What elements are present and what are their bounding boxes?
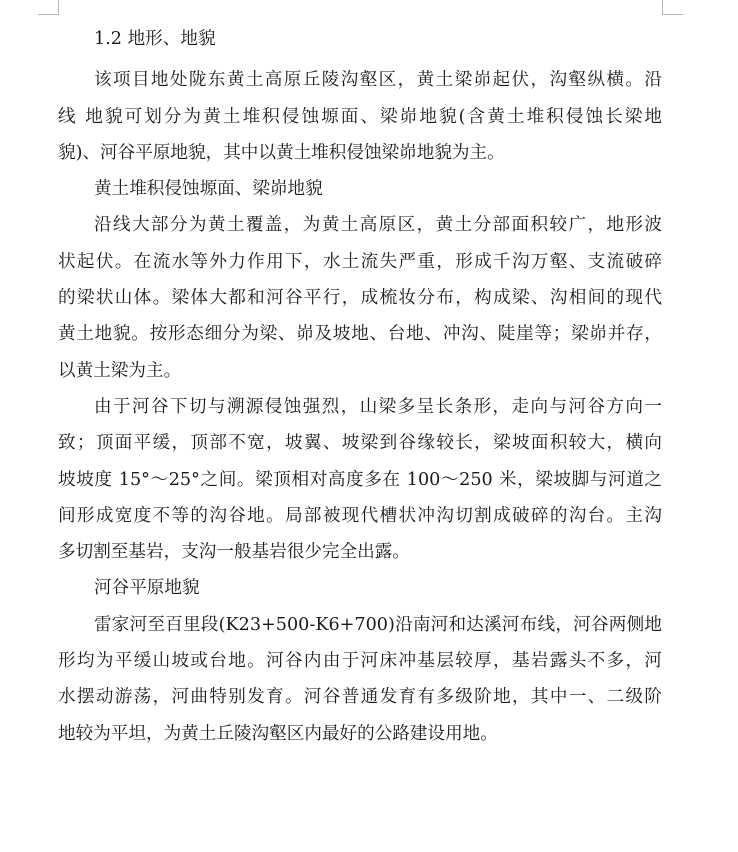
paragraph-line: 线 地貌可划分为黄土堆积侵蚀塬面、梁峁地貌(含黄土堆积侵蚀长梁地 bbox=[58, 106, 662, 127]
paragraph-ridge-shape bbox=[58, 389, 662, 570]
paragraph-river-valley bbox=[58, 607, 662, 752]
top-left-corner-mark bbox=[38, 0, 59, 15]
subheading-text: 河谷平原地貌 bbox=[94, 578, 200, 599]
paragraph-line: 的梁状山体。梁体大都和河谷平行，成梳妆分布，构成梁、沟相间的现代 bbox=[58, 288, 662, 309]
paragraph-line: 地较为平坦，为黄土丘陵沟壑区内最好的公路建设用地。 bbox=[58, 723, 498, 744]
top-right-corner-mark bbox=[662, 0, 683, 15]
paragraph-line: 状起伏。在流水等外力作用下，水土流失严重，形成千沟万壑、支流破碎 bbox=[58, 251, 662, 272]
paragraph-line: 由于河谷下切与溯源侵蚀强烈，山梁多呈长条形，走向与河谷方向一 bbox=[94, 396, 662, 417]
paragraph-line: 雷家河至百里段(K23+500-K6+700)沿南河和达溪河布线，河谷两侧地 bbox=[94, 614, 662, 635]
paragraph-intro bbox=[58, 62, 662, 171]
subheading-loess-landform bbox=[58, 171, 662, 207]
section-heading: 1.2 地形、地貌 bbox=[94, 29, 216, 49]
paragraph-line: 致；顶面平缓，顶部不宽，坡翼、坡梁到谷缘较长，梁坡面积较大，横向 bbox=[58, 433, 662, 454]
paragraph-line: 多切割至基岩，支沟一般基岩很少完全出露。 bbox=[58, 542, 410, 563]
paragraph-line: 坡坡度 15°～25°之间。梁顶相对高度多在 100～250 米，梁坡脚与河道之 bbox=[58, 469, 662, 490]
paragraph-line: 该项目地处陇东黄土高原丘陵沟壑区，黄土梁峁起伏，沟壑纵横。沿 bbox=[94, 70, 662, 91]
subheading-river-plain bbox=[58, 570, 662, 606]
paragraph-line: 黄土地貌。按形态细分为梁、峁及坡地、台地、冲沟、陡崖等；梁峁并存， bbox=[58, 324, 662, 345]
paragraph-line: 沿线大部分为黄土覆盖，为黄土高原区，黄土分部面积较广，地形波 bbox=[94, 215, 662, 236]
paragraph-line: 貌)、河谷平原地貌，其中以黄土堆积侵蚀梁峁地貌为主。 bbox=[58, 142, 505, 163]
paragraph-line: 水摆动游荡，河曲特别发育。河谷普通发育有多级阶地，其中一、二级阶 bbox=[58, 687, 662, 708]
paragraph-line: 以黄土梁为主。 bbox=[58, 360, 182, 381]
paragraph-loess-cover bbox=[58, 207, 662, 388]
paragraph-line: 形均为平缓山坡或台地。河谷内由于河床冲基层较厚，基岩露头不多，河 bbox=[58, 651, 662, 672]
document-body bbox=[58, 21, 662, 752]
subheading-text: 黄土堆积侵蚀塬面、梁峁地貌 bbox=[94, 179, 323, 200]
paragraph-line: 间形成宽度不等的沟谷地。局部被现代槽状冲沟切割成破碎的沟台。主沟 bbox=[58, 505, 662, 526]
